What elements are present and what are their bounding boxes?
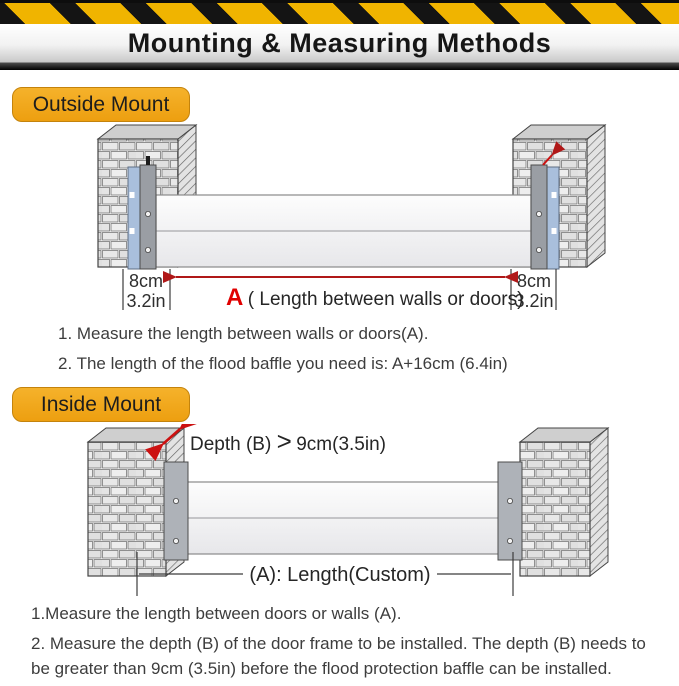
inside-step-2: 2. Measure the depth (B) of the door frame to be installed. The depth (B) needs to be greater than 9cm (3.5in) before the flood protection baffle can be installed. [31, 633, 646, 678]
strip-dot [130, 228, 135, 234]
outside-mount-diagram [0, 124, 679, 316]
strip-dot [552, 192, 557, 198]
outside-step-2: 2. The length of the flood baffle you need is: A+16cm (6.4in) [58, 353, 508, 373]
inside-step-1: 1.Measure the length between doors or walls (A). [31, 604, 402, 623]
outside-mount-label: Outside Mount [32, 92, 170, 116]
strip-dot [130, 192, 135, 198]
outside-step-1: 1. Measure the length between walls or doors(A). [58, 324, 429, 343]
length-arrow-label: A ( Length between walls or doors) [226, 284, 524, 311]
mounting-plate-left [164, 462, 188, 560]
dim-left-cm: 8cm [128, 271, 164, 291]
strip-dot [552, 228, 557, 234]
outside-mount-instructions [58, 321, 658, 380]
mounting-channel-left [140, 156, 156, 269]
title-divider [0, 63, 679, 70]
flood-baffle [186, 482, 500, 554]
flood-baffle [156, 195, 531, 267]
title-banner [0, 24, 679, 63]
page-title: Mounting & Measuring Methods [127, 27, 552, 58]
inside-mount-instructions [31, 601, 663, 686]
wall-strip-right [547, 167, 559, 269]
wall-strip-left [128, 167, 140, 269]
dim-left-in: 3.2in [126, 291, 166, 311]
inside-mount-label: Inside Mount [40, 392, 162, 416]
brick-pillar-right [520, 428, 608, 576]
caution-stripe-top [0, 0, 679, 24]
mounting-plate-right [498, 462, 522, 560]
dim-right-cm: 8cm [516, 271, 552, 291]
mounting-channel-right [531, 165, 547, 269]
depth-label: Depth (B) > 9cm(3.5in) [190, 426, 386, 456]
inside-mount-diagram [0, 424, 679, 602]
inside-mount-badge [12, 387, 190, 422]
length-custom-label: (A): Length(Custom) [249, 564, 431, 586]
outside-mount-badge [12, 87, 190, 122]
dim-right-in: 3.2in [514, 291, 554, 311]
